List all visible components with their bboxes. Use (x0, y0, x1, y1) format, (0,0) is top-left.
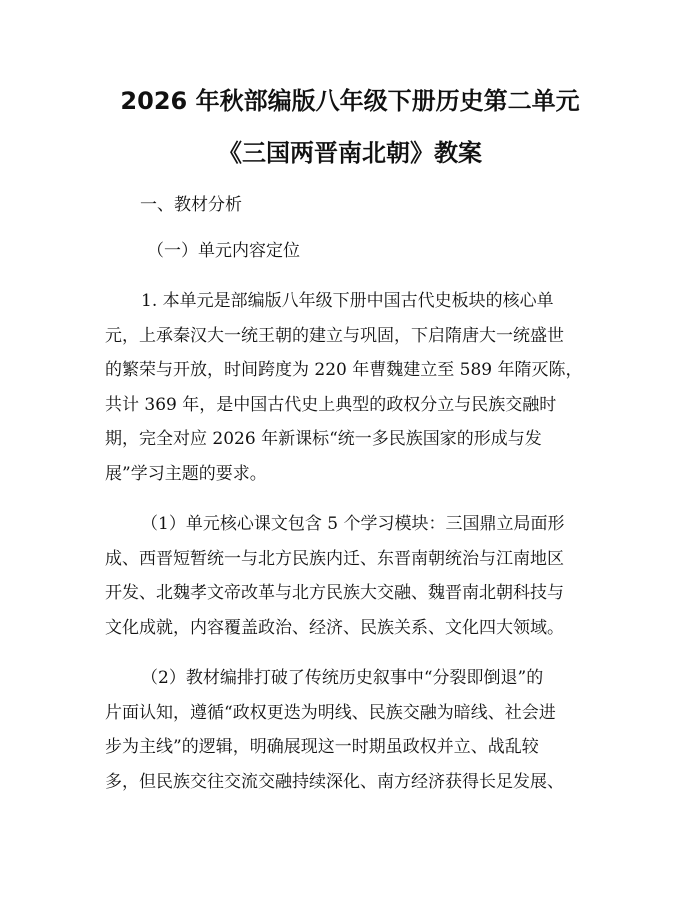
paragraph-line: 成、西晋短暂统一与北方民族内迁、东晋南朝统治与江南地区 (105, 548, 564, 569)
paragraph-line: （1）单元核心课文包含 5 个学习模块：三国鼎立局面形 (141, 514, 565, 534)
paragraph-line: 步为主线”的逻辑，明确展现这一时期虽政权并立、战乱较 (105, 737, 539, 757)
paragraph-line: 多，但民族交往交流交融持续深化、南方经济获得长足发展、 (105, 771, 564, 792)
paragraph-line: 元，上承秦汉大一统王朝的建立与巩固，下启隋唐大一统盛世 (105, 325, 564, 346)
paragraph-line: （2）教材编排打破了传统历史叙事中“分裂即倒退”的 (141, 668, 544, 688)
paragraph-line: 文化成就，内容覆盖政治、经济、民族关系、文化四大领域。 (105, 617, 564, 638)
subsection-heading: （一）单元内容定位 (147, 241, 300, 261)
paragraph-line: 开发、北魏孝文帝改革与北方民族大交融、魏晋南北朝科技与 (105, 583, 564, 603)
paragraph-line: 的繁荣与开放，时间跨度为 220 年曹魏建立至 589 年隋灭陈， (105, 360, 583, 380)
document-title-line-2: 《三国两晋南北朝》教案 (218, 139, 482, 167)
paragraph-3 (105, 661, 605, 799)
paragraph-line: 期，完全对应 2026 年新课标“统一多民族国家的形成与发 (105, 429, 542, 449)
paragraph-1 (105, 284, 605, 491)
paragraph-line: 1. 本单元是部编版八年级下册中国古代史板块的核心单 (141, 291, 554, 311)
section-heading: 一、教材分析 (140, 195, 242, 215)
paragraph-line: 共计 369 年，是中国古代史上典型的政权分立与民族交融时 (105, 394, 557, 415)
document-title-line-1: 2026 年秋部编版八年级下册历史第二单元 (120, 87, 580, 115)
paragraph-line: 片面认知，遵循“政权更迭为明线、民族交融为暗线、社会进 (105, 702, 556, 723)
paragraph-2 (105, 507, 605, 645)
paragraph-line: 展”学习主题的要求。 (105, 463, 267, 484)
